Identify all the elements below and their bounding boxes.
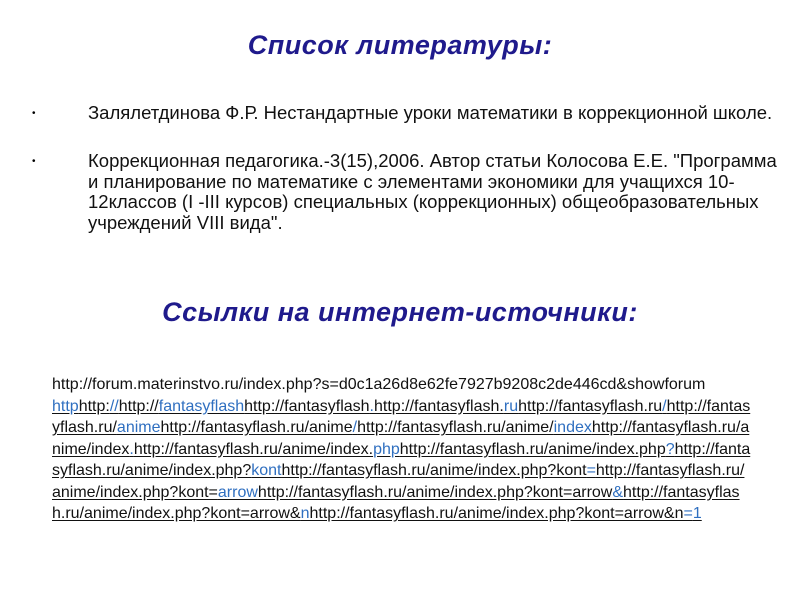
link-fragment[interactable]: http://fantasyflash.ru/anime/ [357,419,554,436]
list-item [30,151,790,233]
link-fragment[interactable]: http://fantasyflash. [374,397,504,415]
link-fragment[interactable]: ? [665,440,675,458]
link-fragment[interactable]: anime [116,419,161,436]
link-fragment[interactable]: http://fantasyflash.ru/anime/index.php?kont=arrow&n [309,505,684,522]
link-fragment[interactable]: http://fantasyflash.ru/anime/index.php?kont=arrow [257,483,613,501]
link-fragment[interactable]: arrow [217,483,258,501]
reference-text: Залялетдинова Ф.Р. Нестандартные уроки математики в коррекционной школе. [88,102,773,123]
link-fragment[interactable]: n [300,505,310,522]
reference-text: Коррекционная педагогика.-3(15),2006. Автор статьи Колосова Е.Е. "Программа и планирование по математике с элементами экономики для учащихся 10-12классов (I -III курсов) специальных (коррекционных) общеобразовательных учреждений VIII вида". [88,150,777,233]
link-fragment[interactable]: http://fantasyflash.ru/ [52,397,751,436]
link-fragment[interactable]: ru [503,397,519,415]
list-item [30,103,790,125]
link-fragment[interactable]: = [586,462,596,479]
bullet-icon: • [32,108,36,119]
link-fragment[interactable]: http [52,397,79,415]
link-fragment[interactable]: http://fantasyflash.ru/anime/index.php? [52,440,751,479]
link-fragment[interactable]: http://fantasyflash.ru/anime/index.php?kont [281,462,587,479]
bullet-icon: • [32,156,36,167]
links-heading: Ссылки на интернет-источники: [162,297,638,327]
link-fragment[interactable]: http://fantasyflash [244,397,370,415]
link-fragment[interactable]: . [129,440,134,458]
link-fragment[interactable]: & [612,483,624,501]
link-fragment[interactable]: kont [251,462,282,479]
link-fragment[interactable]: http:// [118,397,159,415]
references-heading: Список литературы: [247,30,553,60]
link-fragment[interactable]: 1 [692,505,702,522]
link-fragment[interactable]: . [369,397,374,415]
fantasyflash-link[interactable] [52,398,750,523]
link-fragment[interactable]: http://fantasyflash.ru/anime/index.php [399,440,666,458]
link-fragment[interactable]: http://fantasyflash.ru/anime [160,419,353,436]
link-fragment[interactable]: http://fantasyflash.ru [518,397,663,415]
link-fragment[interactable]: http://fantasyflash.ru/anime/index.php?kont= [52,462,745,501]
forum-url: http://forum.materinstvo.ru/index.php?s=d0c1a26d8e62fe7927b9208c2de446cd&showforum [52,376,706,393]
link-fragment[interactable]: php [373,440,400,458]
link-fragment[interactable]: index [553,419,592,436]
internet-sources [52,374,752,525]
link-fragment[interactable]: http: [78,397,110,415]
link-fragment[interactable]: // [109,397,119,415]
link-fragment[interactable]: http://fantasyflash.ru/anime/index. [133,440,374,458]
link-fragment[interactable]: fantasyflash [158,397,245,415]
link-fragment[interactable]: http://fantasyflash.ru/anime/index.php?kont=arrow& [52,483,740,522]
link-fragment[interactable]: http://fantasyflash.ru/anime/index [52,419,750,458]
link-fragment[interactable]: / [352,419,358,436]
references-list [30,103,790,259]
link-fragment[interactable]: = [683,505,693,522]
link-fragment[interactable]: / [662,397,667,415]
